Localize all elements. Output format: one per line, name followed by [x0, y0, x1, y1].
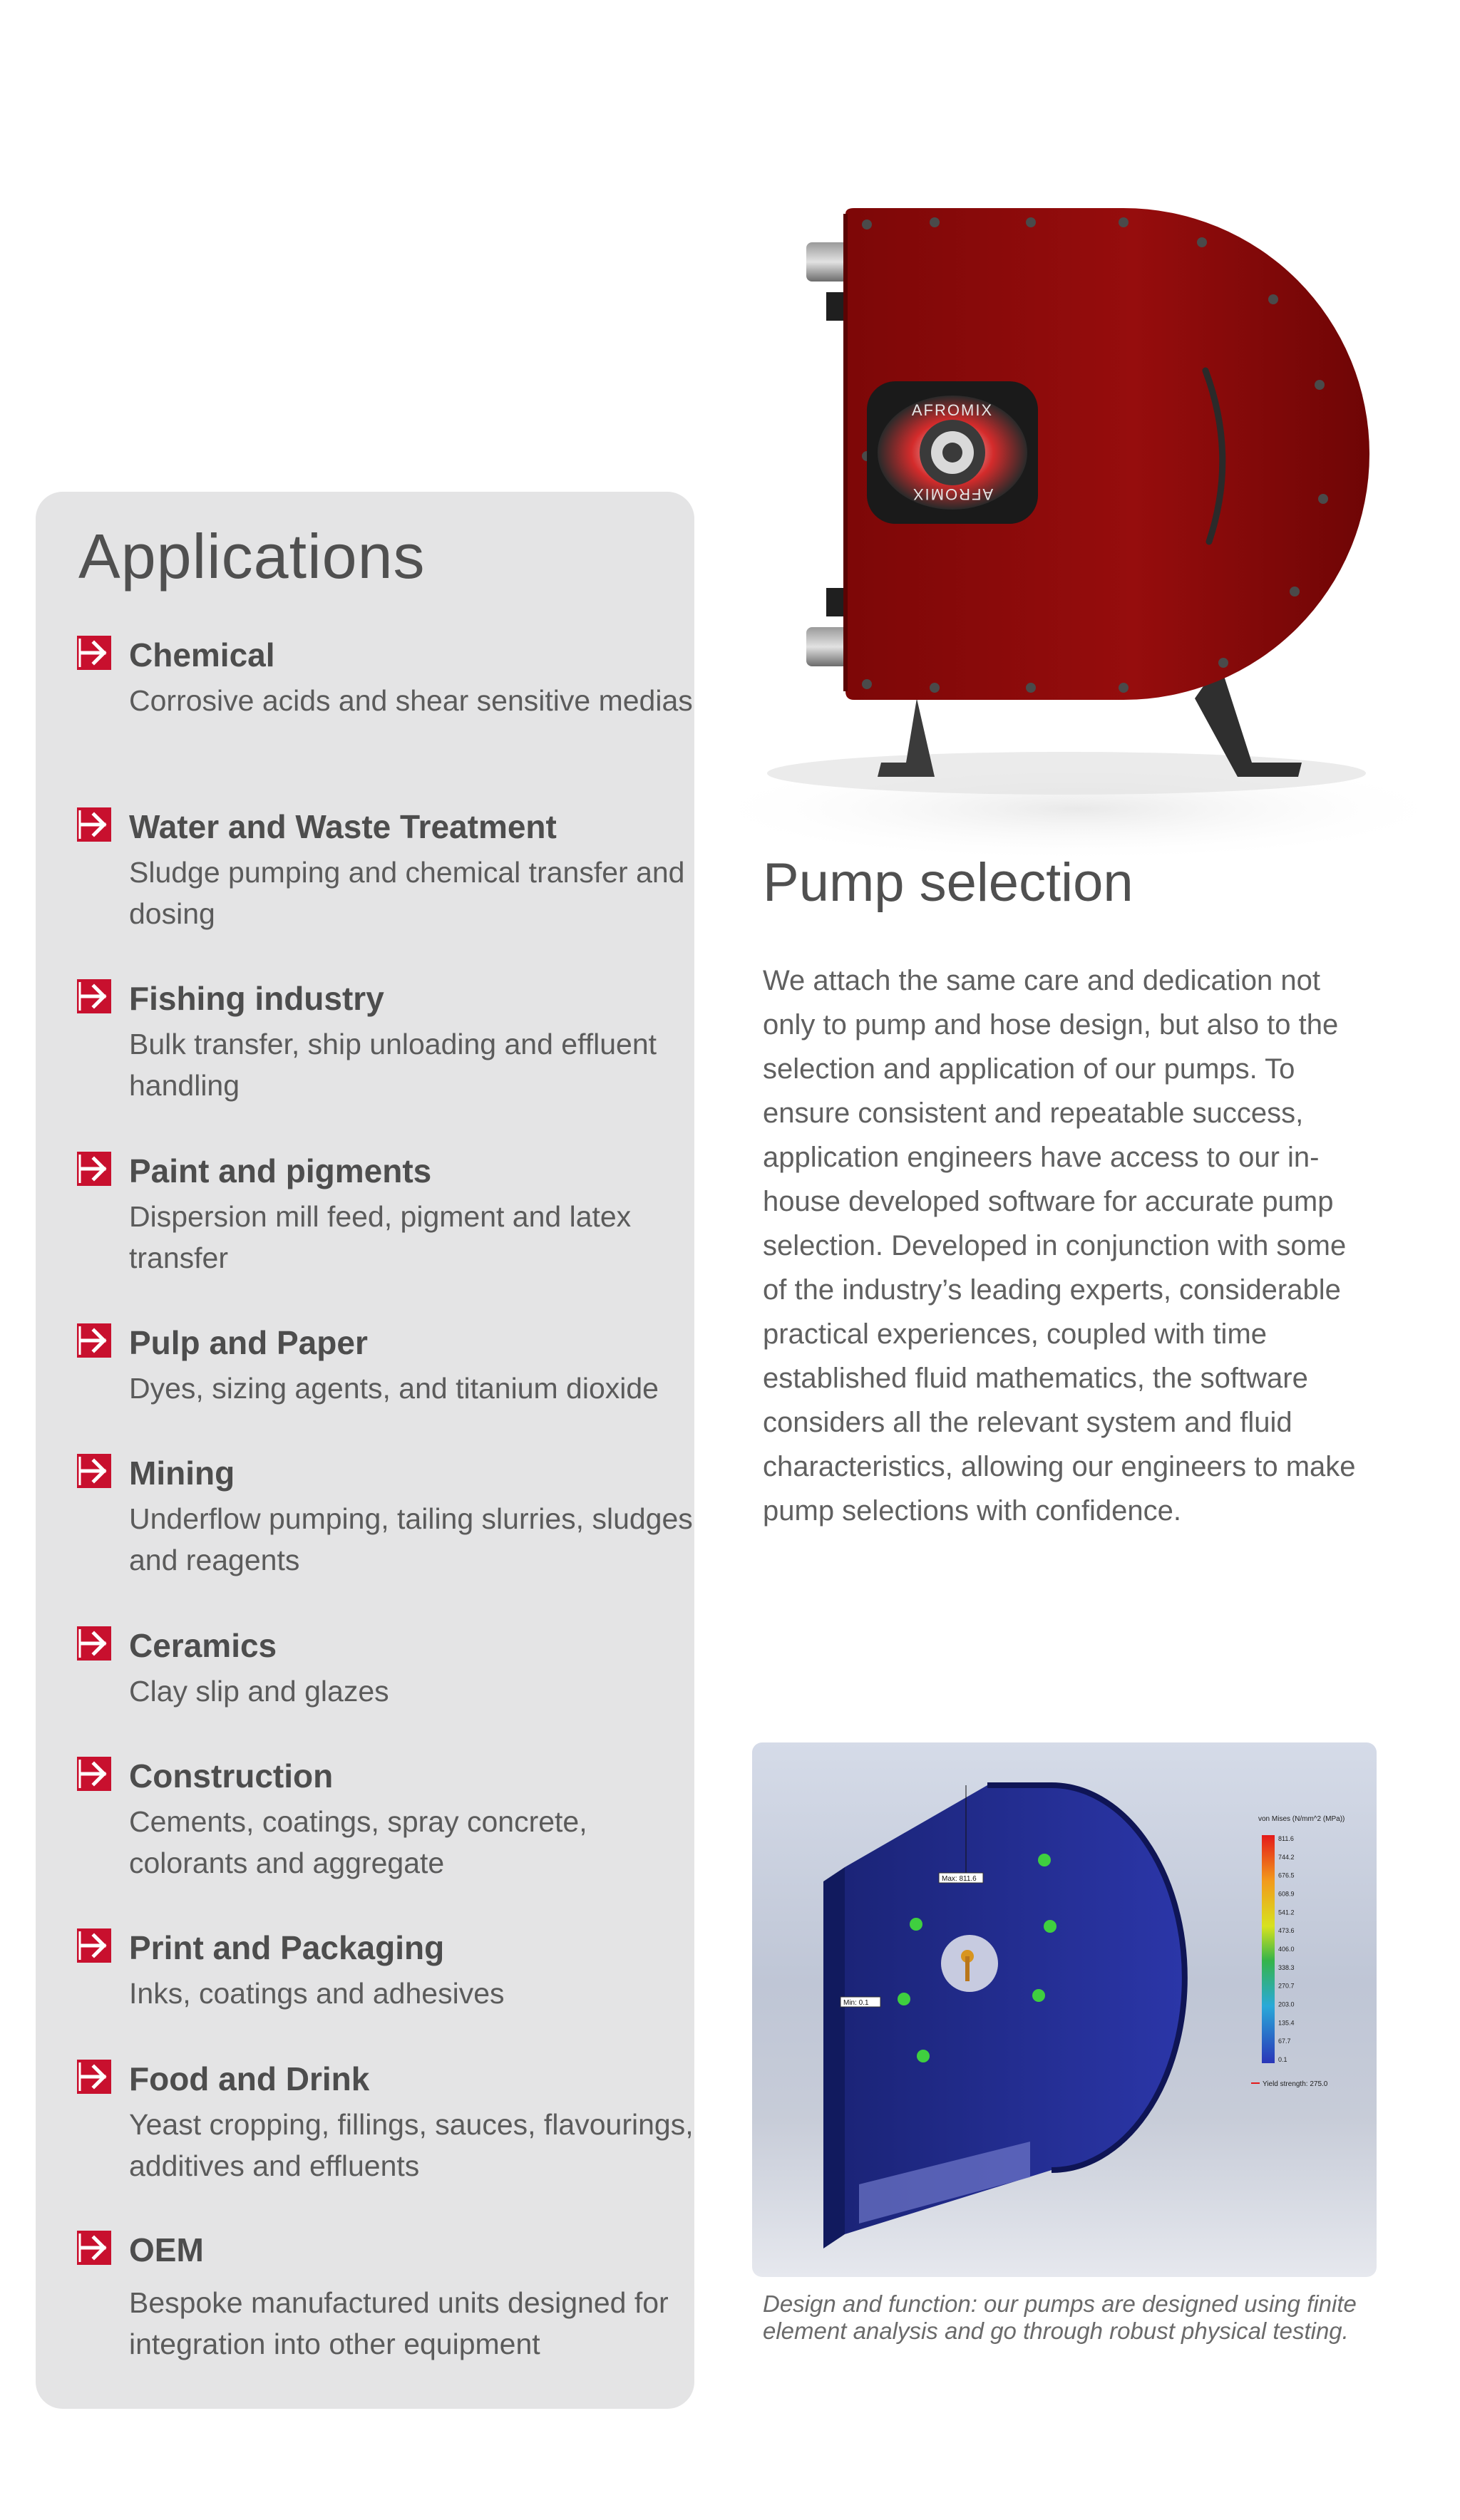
fea-yield-label: Yield strength: 275.0 — [1263, 2080, 1328, 2088]
application-name: Print and Packaging — [129, 1929, 445, 1966]
arrow-right-icon — [77, 1152, 111, 1186]
fea-legend-value: 676.5 — [1278, 1871, 1295, 1879]
arrow-right-icon — [77, 1757, 111, 1791]
arrow-right-icon — [77, 636, 111, 670]
application-name: OEM — [129, 2231, 204, 2268]
logo-text-bottom: AFROMIX — [911, 485, 994, 503]
application-description: Sludge pumping and chemical transfer and dosing — [129, 856, 685, 930]
application-description: Yeast cropping, fillings, sauces, flavourings, additives and effluents — [129, 2108, 694, 2182]
arrow-right-icon — [77, 1323, 111, 1358]
fea-max-label: Max: 811.6 — [942, 1875, 977, 1883]
pump-selection-title: Pump selection — [763, 852, 1133, 913]
application-name: Pulp and Paper — [129, 1324, 368, 1361]
application-name: Fishing industry — [129, 980, 384, 1017]
application-name: Construction — [129, 1757, 334, 1795]
applications-title: Applications — [78, 521, 426, 592]
fea-legend-value: 406.0 — [1278, 1946, 1295, 1953]
application-description: Bulk transfer, ship unloading and effluent handling — [129, 1028, 657, 1102]
application-name: Food and Drink — [129, 2060, 370, 2097]
application-description: Cements, coatings, spray concrete, colorants and aggregate — [129, 1805, 587, 1879]
application-description: Inks, coatings and adhesives — [129, 1977, 505, 2010]
pump-selection-body: We attach the same care and dedication not only to pump and hose design, but also to the selection and application of our pumps. To ensure consistent and repeatable success, application engineers have access to our in-house developed software for accurate pump selection. Developed in conjunction with some of the industry’s leading experts, considerable practical experiences, coupled with time established fluid mathematics, the software considers all the relevant system and fluid characteristics, allowing our engineers to make pump selections with confidence. — [763, 965, 1356, 1527]
fea-legend-value: 541.2 — [1278, 1909, 1295, 1916]
fea-legend-value: 608.9 — [1278, 1890, 1295, 1898]
application-description: Bespoke manufactured units designed for integration into other equipment — [129, 2286, 669, 2360]
arrow-right-icon — [77, 2231, 111, 2265]
fea-legend-value: 0.1 — [1278, 2056, 1287, 2063]
application-description: Corrosive acids and shear sensitive medias — [129, 684, 693, 717]
pump-product-image — [696, 0, 1460, 862]
application-description: Clay slip and glazes — [129, 1675, 389, 1708]
fea-legend-value: 67.7 — [1278, 2038, 1291, 2045]
fea-render — [752, 1742, 1377, 2277]
fea-legend-value: 203.0 — [1278, 2000, 1295, 2008]
pump-render — [696, 0, 1460, 862]
fea-legend-value: 811.6 — [1278, 1835, 1294, 1842]
application-name: Ceramics — [129, 1627, 277, 1664]
fea-legend-value: 473.6 — [1278, 1927, 1295, 1935]
application-name: Water and Waste Treatment — [129, 808, 557, 845]
application-name: Paint and pigments — [129, 1152, 432, 1189]
arrow-right-icon — [77, 1454, 111, 1488]
arrow-right-icon — [77, 1626, 111, 1661]
application-description: Underflow pumping, tailing slurries, sludges and reagents — [129, 1502, 693, 1576]
fea-legend-value: 270.7 — [1278, 1982, 1295, 1990]
arrow-right-icon — [77, 1928, 111, 1963]
fea-legend-ticks — [1278, 1835, 1295, 2063]
fea-legend-value: 338.3 — [1278, 1963, 1295, 1971]
application-name: Chemical — [129, 636, 275, 673]
fea-legend-value: 744.2 — [1278, 1853, 1295, 1861]
fea-analysis-image — [752, 1742, 1377, 2277]
arrow-right-icon — [77, 2060, 111, 2094]
fea-color-scale — [1262, 1835, 1275, 2063]
application-name: Mining — [129, 1455, 235, 1492]
fea-legend-title: von Mises (N/mm^2 (MPa)) — [1258, 1815, 1345, 1823]
application-description: Dyes, sizing agents, and titanium dioxide — [129, 1372, 659, 1405]
arrow-right-icon — [77, 979, 111, 1013]
logo-text-top: AFROMIX — [911, 401, 994, 419]
application-description: Dispersion mill feed, pigment and latex transfer — [129, 1200, 632, 1274]
fea-min-label: Min: 0.1 — [843, 1999, 869, 2007]
fea-caption: Design and function: our pumps are designed using finite element analysis and go through robust physical testing. — [763, 2291, 1357, 2344]
arrow-right-icon — [77, 807, 111, 842]
fea-legend-value: 135.4 — [1278, 2019, 1295, 2027]
